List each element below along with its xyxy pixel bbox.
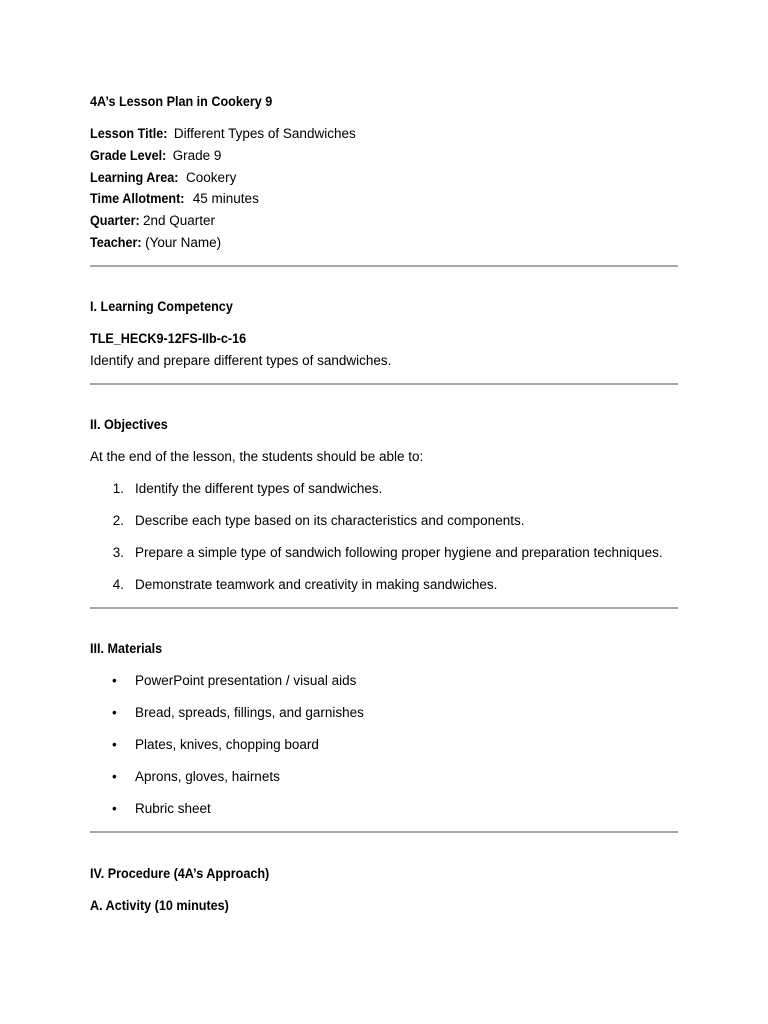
material-text: PowerPoint presentation / visual aids <box>135 673 357 688</box>
list-number: 2. <box>112 513 124 528</box>
meta-lesson-title <box>90 125 356 141</box>
objective-text: Identify the different types of sandwiches. <box>135 481 383 496</box>
objective-text: Describe each type based on its characteristics and components. <box>135 513 525 528</box>
material-text: Bread, spreads, fillings, and garnishes <box>135 705 364 720</box>
bullet-marker: • <box>112 769 117 784</box>
meta-quarter <box>90 212 215 228</box>
meta-label: Grade Level: <box>90 147 167 163</box>
material-text: Aprons, gloves, hairnets <box>135 769 280 784</box>
meta-value: 2nd Quarter <box>143 213 216 228</box>
section-divider <box>90 607 678 609</box>
meta-teacher <box>90 234 221 250</box>
objective-text: Prepare a simple type of sandwich following proper hygiene and preparation techniques. <box>135 545 663 560</box>
materials-heading: III. Materials <box>90 640 163 656</box>
section-divider <box>90 265 678 267</box>
meta-label: Teacher: <box>90 234 142 250</box>
competency-text: Identify and prepare different types of sandwiches. <box>90 353 392 368</box>
objective-text: Demonstrate teamwork and creativity in making sandwiches. <box>135 577 498 592</box>
meta-grade-level <box>90 147 221 163</box>
section-divider <box>90 383 678 385</box>
objectives-heading: II. Objectives <box>90 416 168 432</box>
meta-label: Quarter: <box>90 212 140 228</box>
meta-label: Lesson Title: <box>90 125 168 141</box>
meta-value: Cookery <box>186 170 237 185</box>
meta-label: Time Allotment: <box>90 190 185 206</box>
procedure-subheading: A. Activity (10 minutes) <box>90 897 229 913</box>
material-text: Rubric sheet <box>135 801 211 816</box>
meta-value: Different Types of Sandwiches <box>173 126 356 141</box>
meta-value: (Your Name) <box>145 235 222 250</box>
meta-time-allotment <box>90 190 259 206</box>
bullet-marker: • <box>112 737 117 752</box>
procedure-heading: IV. Procedure (4A’s Approach) <box>90 865 270 881</box>
list-number: 4. <box>112 577 124 592</box>
bullet-marker: • <box>112 705 117 720</box>
list-number: 3. <box>112 545 124 560</box>
competency-heading: I. Learning Competency <box>90 298 233 314</box>
list-number: 1. <box>112 481 124 496</box>
meta-value: 45 minutes <box>192 191 259 206</box>
meta-learning-area <box>90 169 236 185</box>
bullet-marker: • <box>112 801 117 816</box>
objectives-intro: At the end of the lesson, the students should be able to: <box>90 449 424 464</box>
material-text: Plates, knives, chopping board <box>135 737 319 752</box>
document-title: 4A’s Lesson Plan in Cookery 9 <box>90 93 273 109</box>
section-divider <box>90 831 678 833</box>
bullet-marker: • <box>112 673 117 688</box>
meta-label: Learning Area: <box>90 169 179 185</box>
meta-value: Grade 9 <box>172 148 222 163</box>
competency-code: TLE_HECK9-12FS-IIb-c-16 <box>90 330 247 346</box>
